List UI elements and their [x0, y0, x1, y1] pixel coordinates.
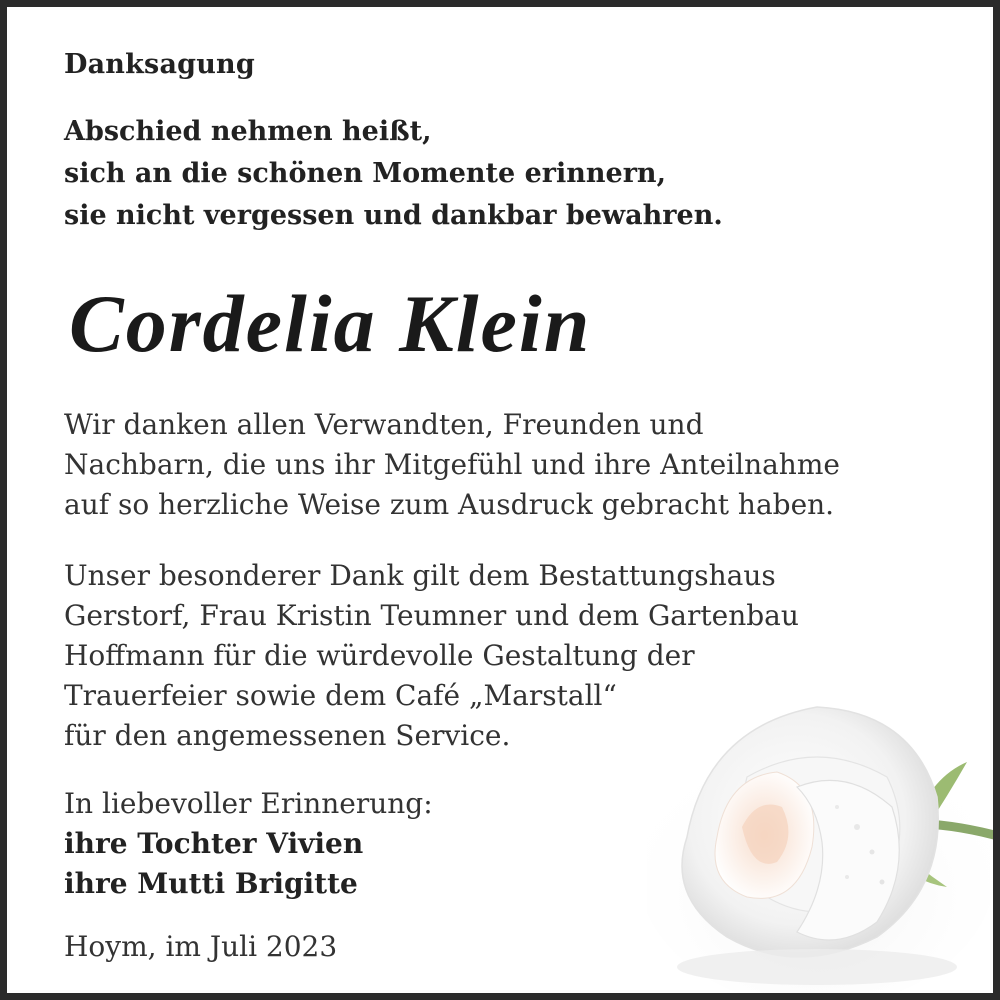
poem-line: sich an die schönen Momente erinnern, — [64, 158, 666, 189]
deceased-name: Cordelia Klein — [69, 278, 592, 369]
paragraph-line: für den angemessenen Service. — [64, 719, 511, 752]
paragraph-line: Gerstorf, Frau Kristin Teumner und dem Gartenbau — [64, 599, 799, 632]
closing — [64, 784, 433, 904]
poem-line: Abschied nehmen heißt, — [64, 116, 432, 147]
heading: Danksagung — [64, 49, 255, 80]
poem — [64, 111, 723, 237]
closing-intro: In liebevoller Erinnerung: — [64, 787, 433, 820]
paragraph-line: Unser besonderer Dank gilt dem Bestattungshaus — [64, 559, 776, 592]
paragraph-line: Hoffmann für die würdevolle Gestaltung der — [64, 639, 695, 672]
paragraph-line: Nachbarn, die uns ihr Mitgefühl und ihre Anteilnahme — [64, 448, 840, 481]
place-date: Hoym, im Juli 2023 — [64, 930, 338, 963]
paragraph-line: Wir danken allen Verwandten, Freunden und — [64, 408, 704, 441]
signer: ihre Mutti Brigitte — [64, 867, 358, 900]
paragraph-line: Trauerfeier sowie dem Café „Marstall“ — [64, 679, 617, 712]
thanks-paragraph — [64, 405, 840, 525]
paragraph-line: auf so herzliche Weise zum Ausdruck gebracht haben. — [64, 488, 835, 521]
white-rose-image — [647, 667, 1000, 1000]
poem-line: sie nicht vergessen und dankbar bewahren. — [64, 200, 723, 231]
signer: ihre Tochter Vivien — [64, 827, 364, 860]
